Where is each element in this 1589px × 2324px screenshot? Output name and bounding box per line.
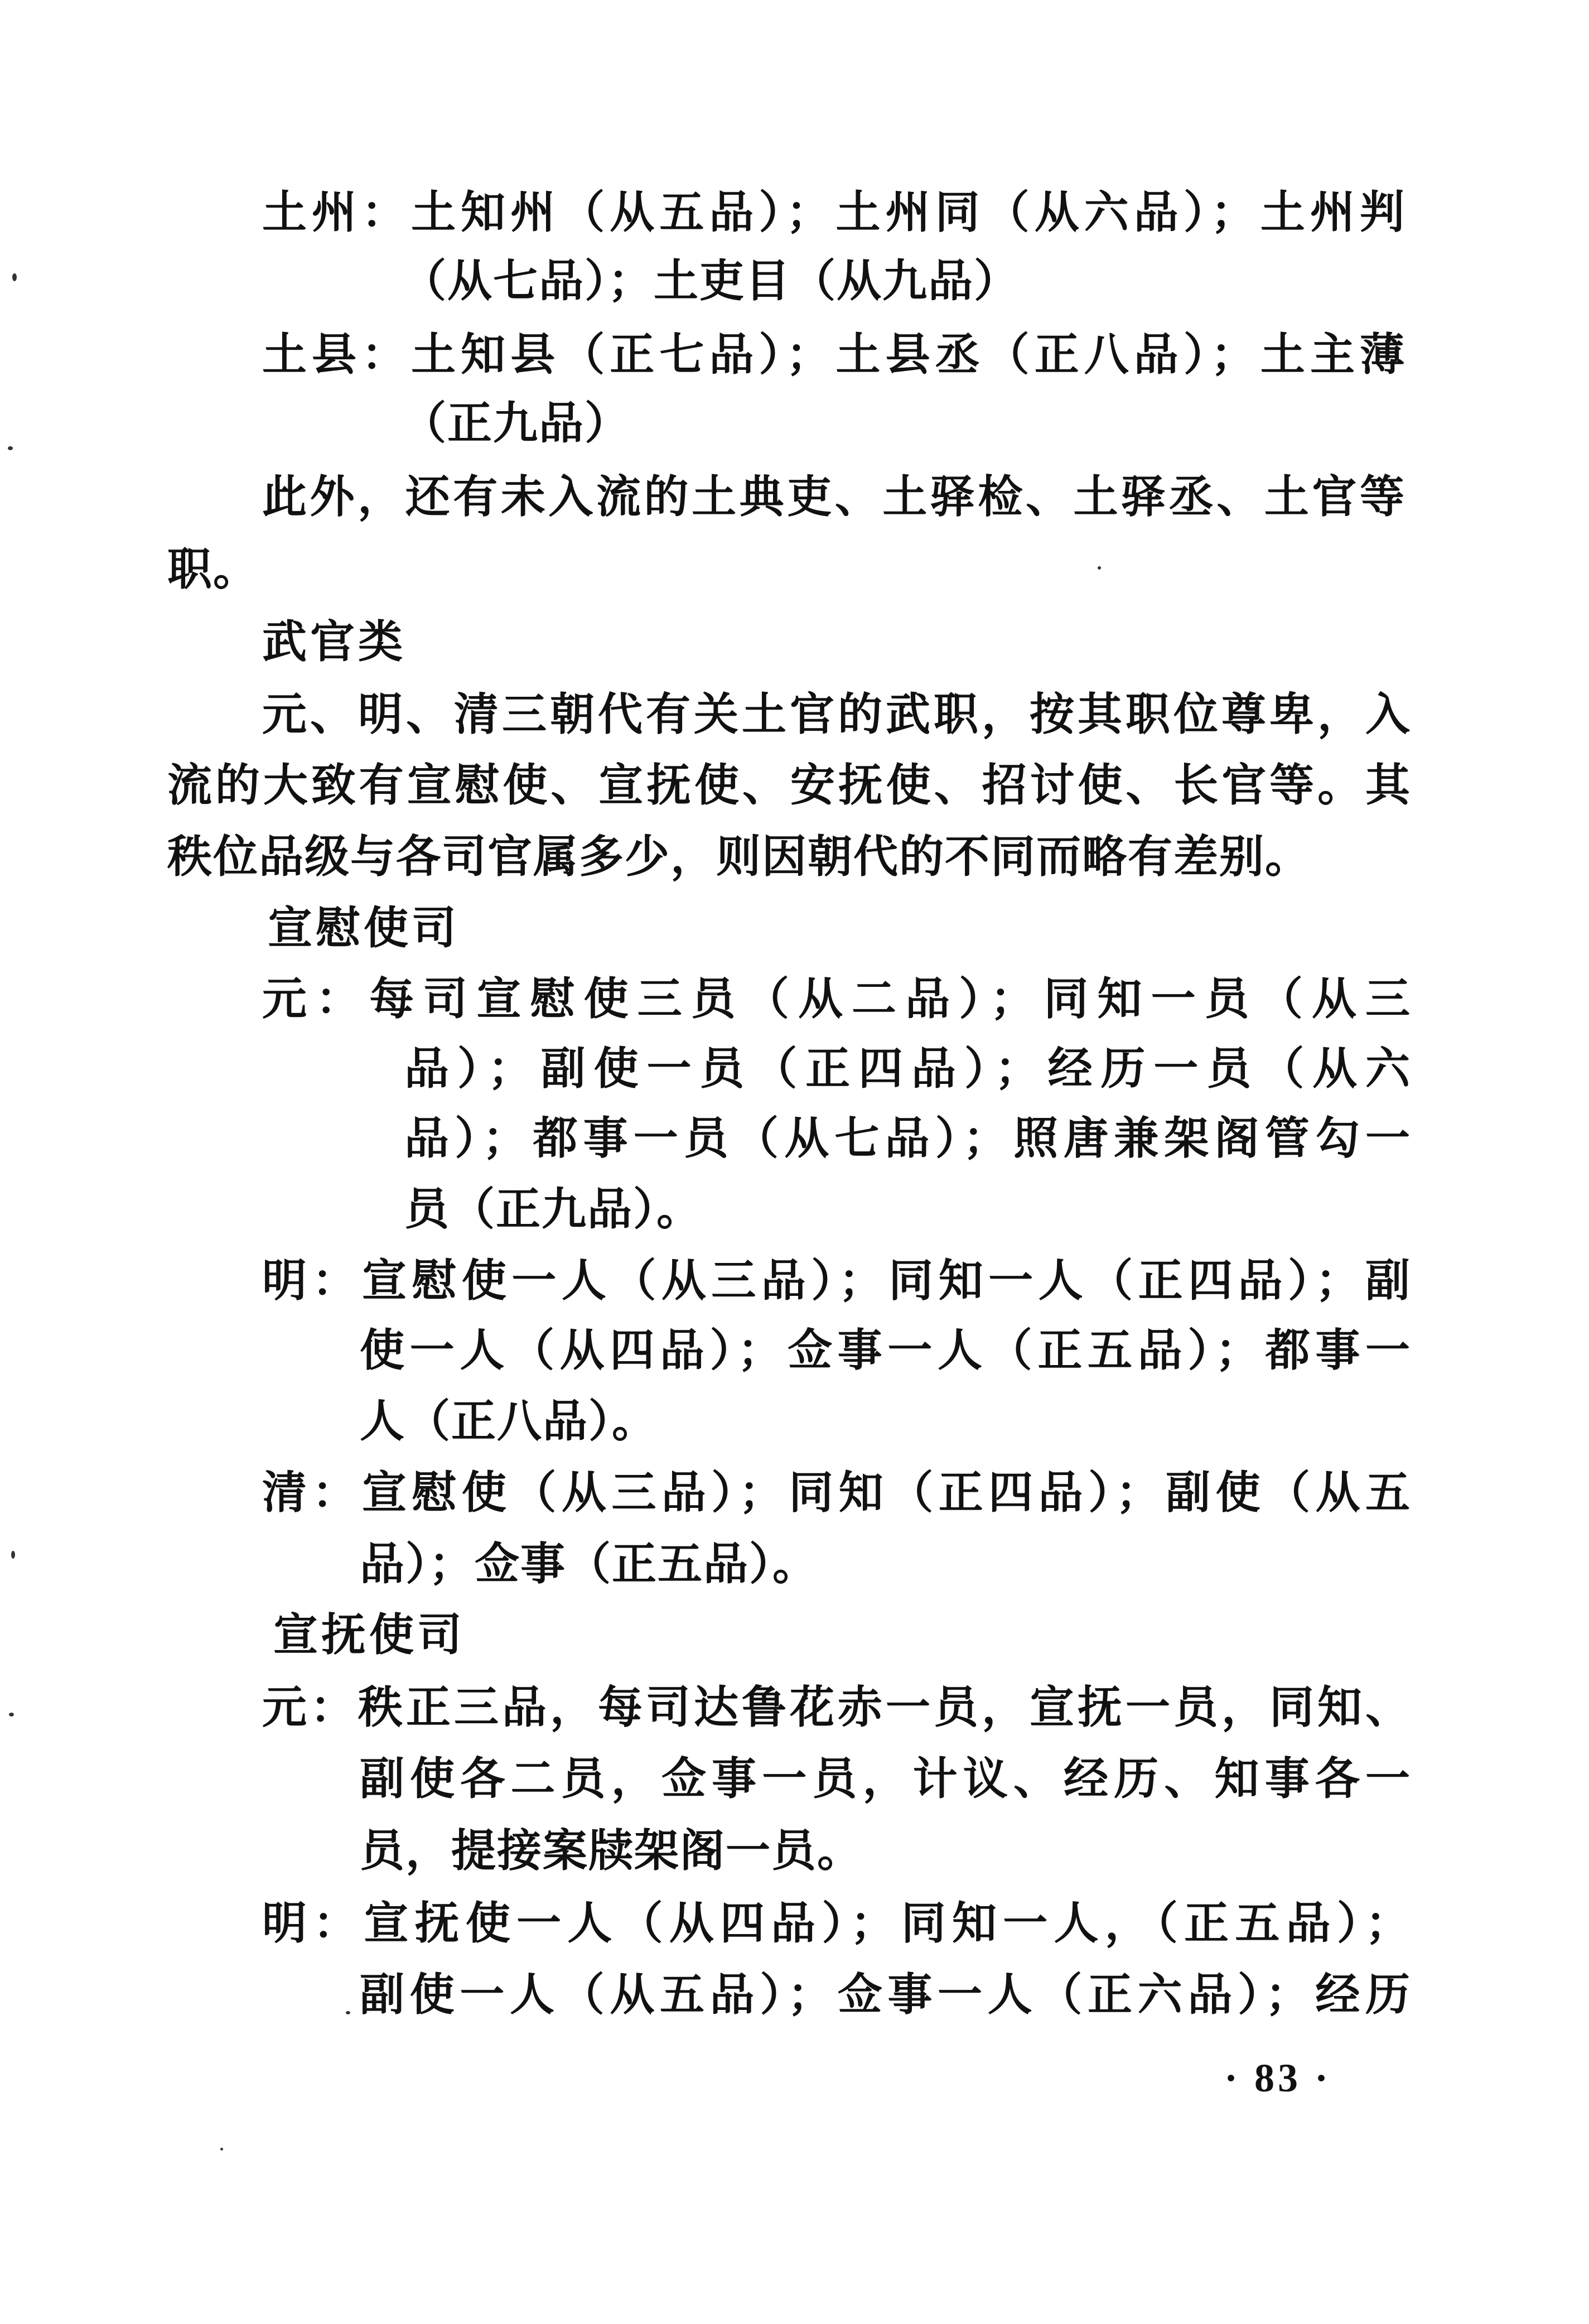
text-line: 职。 <box>167 543 259 595</box>
text-line: 清：宣慰使（从三品）；同知（正四品）；副使（从五 <box>262 1466 1411 1518</box>
text-line: 品）；佥事（正五品）。 <box>360 1537 818 1590</box>
text-line: 品）；都事一员（从七品）；照唐兼架阁管勾一 <box>404 1112 1411 1164</box>
scan-speck <box>11 1551 15 1559</box>
text-line: （从七品）；土吏目（从九品） <box>402 254 1020 307</box>
page-number: · 83 · <box>1224 2056 1332 2100</box>
text-line: 流的大致有宣慰使、宣抚使、安抚使、招讨使、长官等。其 <box>167 759 1411 811</box>
text-line: 副使一人（从五品）；佥事一人（正六品）；经历 <box>360 1968 1411 2021</box>
text-line: 人（正八品）。 <box>360 1395 658 1447</box>
text-line: 员，提接案牍架阁一员。 <box>360 1824 863 1877</box>
scan-speck <box>220 2148 223 2151</box>
text-line: 土州：土知州（从五品）；土州同（从六品）；土州判 <box>262 186 1406 238</box>
text-line: 土县：土知县（正七品）；土县丞（正八品）；土主薄 <box>262 328 1406 380</box>
scan-speck <box>9 1713 14 1717</box>
text-line: 副使各二员，佥事一员，计议、经历、知事各一 <box>360 1752 1411 1805</box>
text-line: 元、明、清三朝代有关土官的武职，按其职位尊卑，入 <box>262 688 1411 740</box>
section-heading: 宣慰使司 <box>268 901 460 954</box>
text-line: （正九品） <box>402 397 630 449</box>
text-line: 明：宣抚使一人（从四品）；同知一人，（正五品）； <box>262 1897 1411 1949</box>
text-line: 元：每司宣慰使三员（从二品）；同知一员（从三 <box>262 972 1411 1025</box>
section-heading: 武官类 <box>262 615 406 668</box>
text-line: 明：宣慰使一人（从三品）；同知一人（正四品）；副 <box>262 1254 1411 1306</box>
text-line: 使一人（从四品）；佥事一人（正五品）；都事一 <box>360 1324 1411 1376</box>
scan-speck <box>8 446 13 450</box>
text-line: 此外，还有未入流的土典吏、土驿检、土驿丞、土官等 <box>262 470 1406 523</box>
text-line: 员（正九品）。 <box>404 1183 702 1235</box>
scan-speck <box>346 2011 350 2014</box>
text-line: 元：秩正三品，每司达鲁花赤一员，宣抚一员，同知、 <box>262 1681 1411 1733</box>
text-line: 品）；副使一员（正四品）；经历一员（从六 <box>404 1042 1411 1095</box>
text-line: 秩位品级与各司官属多少，则因朝代的不同而略有差别。 <box>167 830 1311 883</box>
scan-speck <box>12 273 17 281</box>
section-heading: 宣抚使司 <box>273 1608 465 1661</box>
scan-speck <box>1098 566 1101 570</box>
